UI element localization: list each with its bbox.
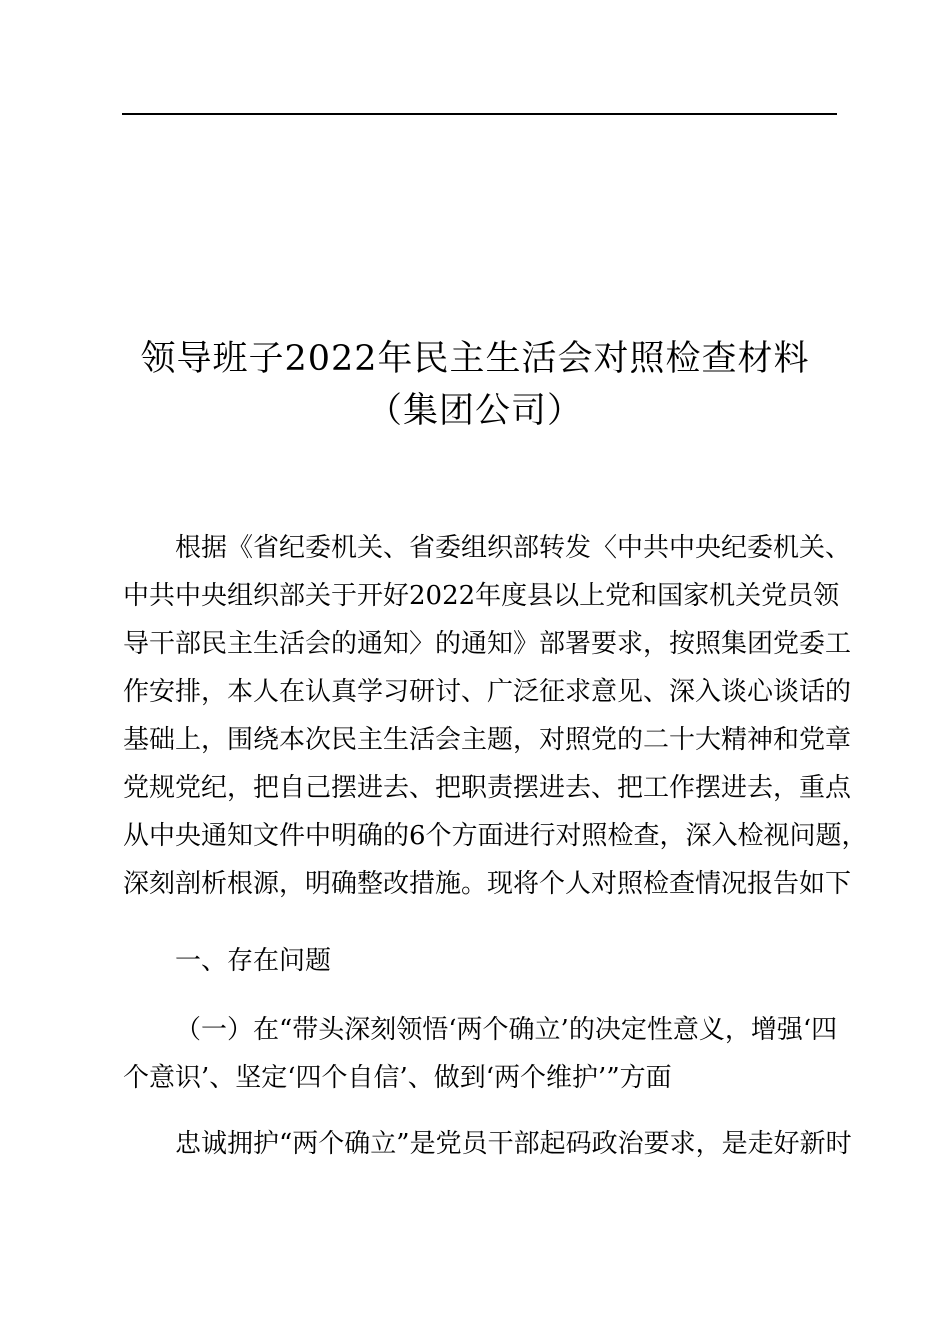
paragraph-line: 基础上，围绕本次民主生活会主题，对照党的二十大精神和党章 bbox=[123, 725, 852, 755]
section-heading bbox=[123, 937, 863, 985]
subsection-heading bbox=[123, 1006, 863, 1102]
paragraph-line: 根据《省纪委机关、省委组织部转发〈中共中央纪委机关、 bbox=[175, 533, 852, 563]
section-heading-text: 一、存在问题 bbox=[175, 946, 332, 976]
paragraph-line: 党规党纪，把自己摆进去、把职责摆进去、把工作摆进去，重点 bbox=[123, 773, 852, 803]
document-subtitle: （集团公司） bbox=[366, 391, 583, 431]
paragraph-line: 深刻剖析根源，明确整改措施。现将个人对照检查情况报告如下 bbox=[123, 869, 852, 899]
body-paragraph bbox=[123, 1120, 863, 1168]
paragraph-line: 忠诚拥护“两个确立”是党员干部起码政治要求，是走好新时 bbox=[175, 1129, 852, 1159]
paragraph-line: 个意识’、坚定‘四个自信’、做到‘两个维护’”方面 bbox=[123, 1063, 672, 1093]
paragraph-line: 中共中央组织部关于开好2022年度县以上党和国家机关党员领 bbox=[123, 581, 840, 611]
paragraph-line: 作安排，本人在认真学习研讨、广泛征求意见、深入谈心谈话的 bbox=[123, 677, 852, 707]
paragraph-line: （一）在“带头深刻领悟‘两个确立’的决定性意义，增强‘四 bbox=[175, 1015, 838, 1045]
paragraph-line: 从中央通知文件中明确的6个方面进行对照检查，深入检视问题， bbox=[123, 821, 868, 851]
header-divider bbox=[122, 113, 837, 115]
paragraph-line: 导干部民主生活会的通知〉的通知》部署要求，按照集团党委工 bbox=[123, 629, 852, 659]
document-title: 领导班子2022年民主生活会对照检查材料 bbox=[140, 339, 810, 379]
intro-paragraph bbox=[123, 524, 868, 908]
